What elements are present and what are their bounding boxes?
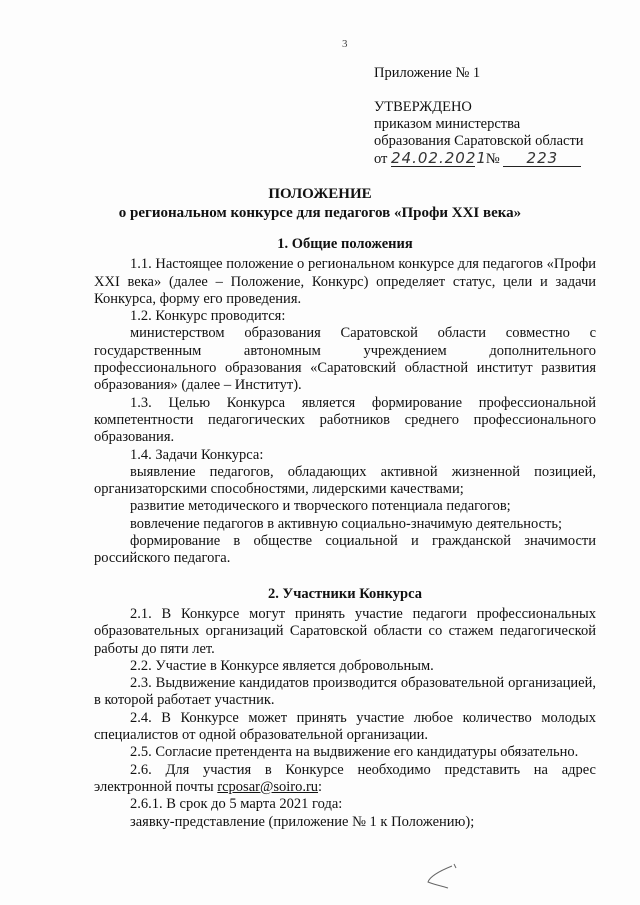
approval-number: 223 <box>503 150 581 167</box>
document-subtitle: о региональном конкурсе для педагогов «Профи XXI века» <box>118 205 522 221</box>
task-item: вовлечение педагогов в активную социально-значимую деятельность; <box>130 515 563 532</box>
approval-block <box>374 99 584 168</box>
paragraph-2-6-1: 2.6.1. В срок до 5 марта 2021 года: <box>130 796 343 813</box>
paragraph-2-3: 2.3. Выдвижение кандидатов производится образовательной организацией, в которой работает участник. <box>94 675 596 709</box>
document-body <box>94 236 596 831</box>
document-title: ПОЛОЖЕНИЕ <box>268 186 372 202</box>
paragraph-1-2: 1.2. Конкурс проводится: <box>130 308 286 325</box>
paragraph-2-6-text: 2.6. Для участия в Конкурсе необходимо представить на адрес электронной почты <box>94 761 596 795</box>
paragraph-2-6 <box>94 762 596 797</box>
section-2-heading: 2. Участники Конкурса <box>268 585 422 602</box>
paragraph-2-6-suffix: : <box>318 778 323 795</box>
approval-title: УТВЕРЖДЕНО <box>374 99 472 115</box>
email-link[interactable]: rcposar@soiro.ru <box>217 778 319 795</box>
task-item: выявление педагогов, обладающих активной жизненной позицией, организаторскими способностями, лидерскими качествами; <box>94 463 596 498</box>
ink-mark-icon <box>422 862 462 892</box>
approval-from-label: от <box>374 151 388 167</box>
paragraph-1-2-text: министерством образования Саратовской области совместно с государственным автономным учреждением дополнительного профессионального образования «Саратовский областной институт развития образования» (далее – Институт). <box>94 325 596 394</box>
task-item: развитие методического и творческого потенциала педагогов; <box>130 498 511 515</box>
paragraph-2-4: 2.4. В Конкурсе может принять участие любое количество молодых специалистов от одной образовательной организации. <box>94 709 596 744</box>
approval-date-line <box>374 150 584 168</box>
paragraph-2-6-1-item: заявку-представление (приложение № 1 к Положению); <box>130 813 475 830</box>
paragraph-1-1: 1.1. Настоящее положение о региональном конкурсе для педагогов «Профи XXI века» (далее – Положение, Конкурс) определяет статус, цели и задачи Конкурса, форму его проведения. <box>94 256 596 307</box>
section-1-heading: 1. Общие положения <box>277 236 413 252</box>
page-number: 3 <box>342 38 348 50</box>
paragraph-1-3: 1.3. Целью Конкурса является формирование профессиональной компетентности педагогических работников среднего профессионального образования. <box>94 394 596 446</box>
appendix-label: Приложение № 1 <box>374 65 481 81</box>
approval-line-1: приказом министерства <box>374 116 521 132</box>
paragraph-2-1: 2.1. В Конкурсе могут принять участие педагоги профессиональных образовательных организаций Саратовской области со стажем педагогической работы до пяти лет. <box>94 605 596 657</box>
approval-number-label: № <box>485 151 500 167</box>
approval-line-2: образования Саратовской области <box>374 133 584 149</box>
paragraph-1-4: 1.4. Задачи Конкурса: <box>130 446 264 463</box>
task-item: формирование в обществе социальной и гражданской значимости российского педагога. <box>94 533 596 567</box>
paragraph-2-2: 2.2. Участие в Конкурсе является добровольным. <box>130 657 434 674</box>
paragraph-2-5: 2.5. Согласие претендента на выдвижение его кандидатуры обязательно. <box>130 744 579 761</box>
approval-date: 24.02.2021 <box>391 149 487 167</box>
